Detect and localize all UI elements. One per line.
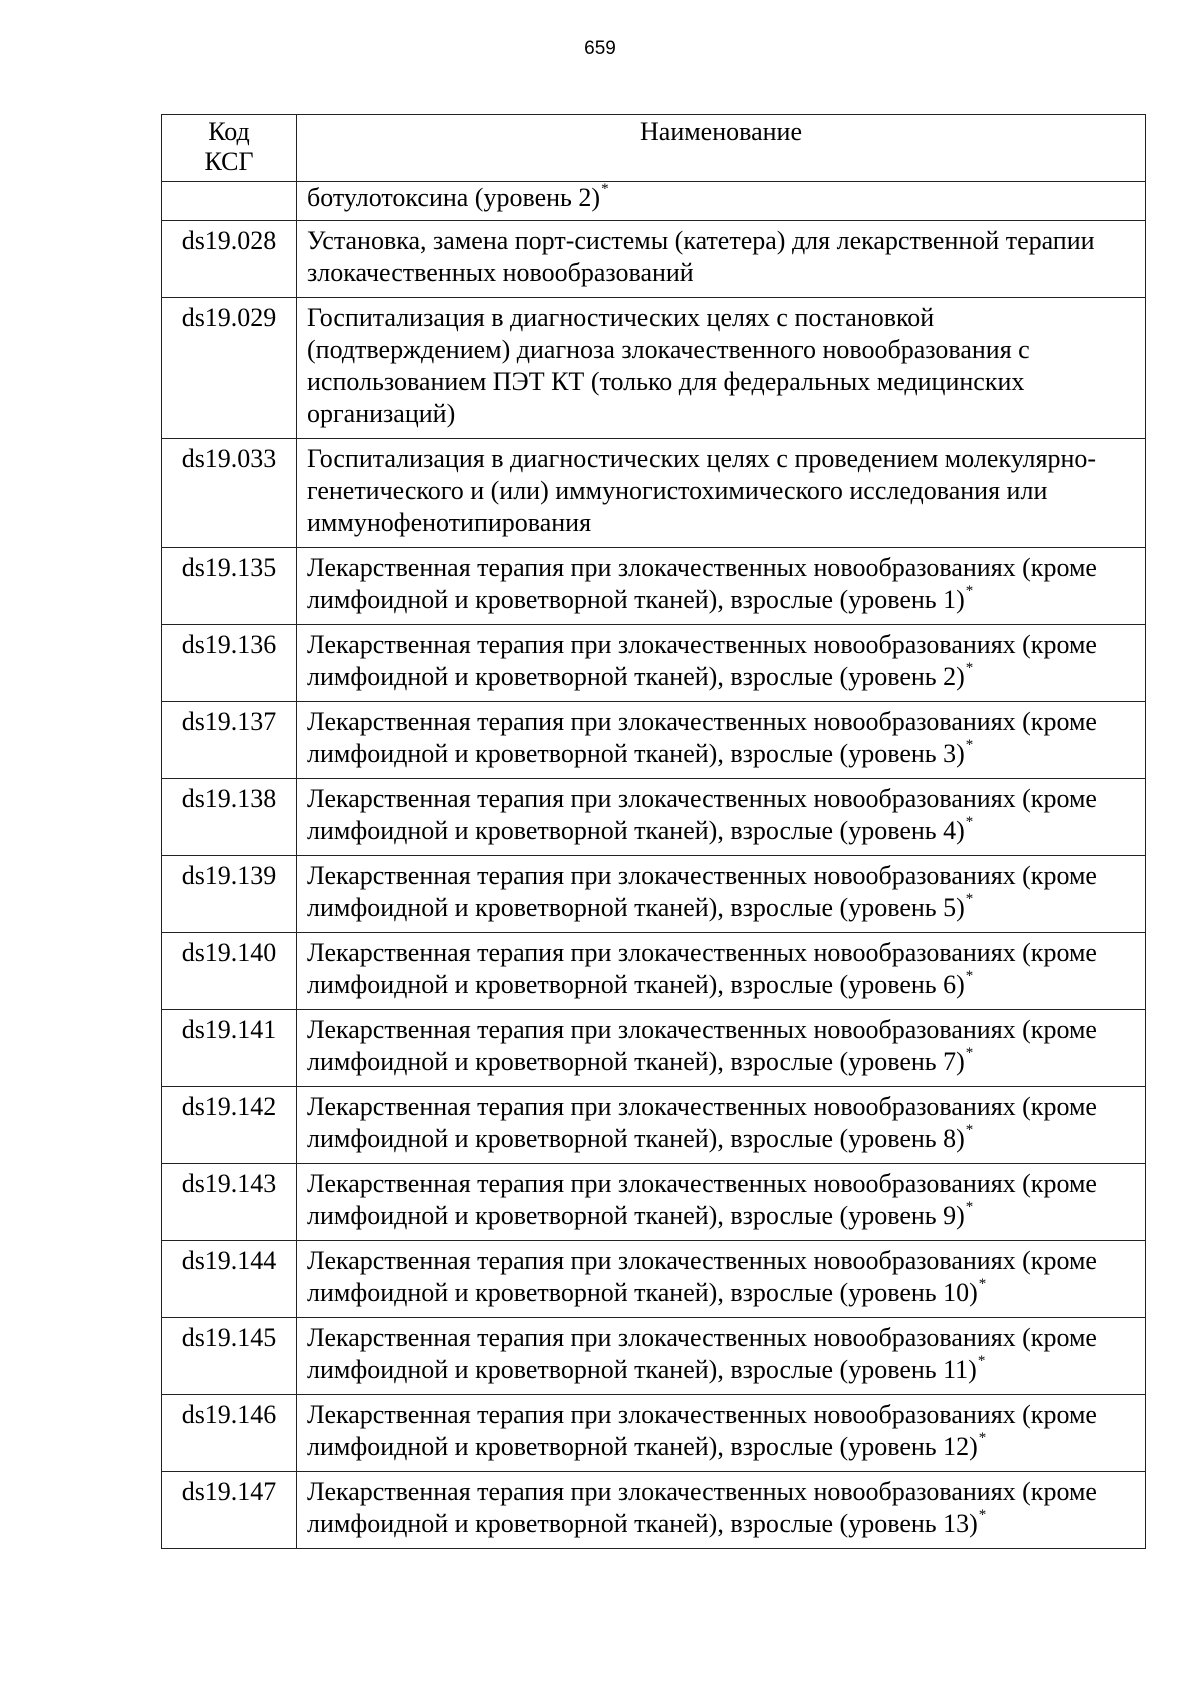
ksg-name <box>297 702 1146 779</box>
continuation-row <box>162 182 1146 221</box>
ksg-name-text: Лекарственная терапия при злокачественных новообразованиях (кроме лимфоидной и кроветворной тканей), взрослые (уровень 5) <box>307 861 1097 922</box>
ksg-name-text: Лекарственная терапия при злокачественных новообразованиях (кроме лимфоидной и кроветворной тканей), взрослые (уровень 13) <box>307 1477 1097 1538</box>
table-row <box>162 1472 1146 1549</box>
ksg-name-text: Лекарственная терапия при злокачественных новообразованиях (кроме лимфоидной и кроветворной тканей), взрослые (уровень 9) <box>307 1169 1097 1230</box>
table-row <box>162 779 1146 856</box>
ksg-name-text: Госпитализация в диагностических целях с постановкой (подтверждением) диагноза злокачественного новообразования с использованием ПЭТ КТ (только для федеральных медицинских организаций) <box>307 303 1030 428</box>
ksg-name-text: Госпитализация в диагностических целях с проведением молекулярно-генетического и (или) иммуногистохимического исследования или иммунофенотипирования <box>307 444 1097 537</box>
ksg-name-text: Лекарственная терапия при злокачественных новообразованиях (кроме лимфоидной и кроветворной тканей), взрослые (уровень 11) <box>307 1323 1097 1384</box>
footnote-mark: * <box>978 1430 987 1447</box>
footnote-mark: * <box>965 814 974 831</box>
ksg-code: ds19.139 <box>162 856 297 933</box>
footnote-mark: * <box>965 891 974 908</box>
footnote-mark: * <box>601 181 609 198</box>
table-row <box>162 1010 1146 1087</box>
continuation-name-text: ботулотоксина (уровень 2) <box>307 183 601 212</box>
ksg-name <box>297 1395 1146 1472</box>
ksg-name <box>297 1087 1146 1164</box>
ksg-name-text: Лекарственная терапия при злокачественных новообразованиях (кроме лимфоидной и кроветворной тканей), взрослые (уровень 3) <box>307 707 1097 768</box>
table-row <box>162 702 1146 779</box>
table-row <box>162 1087 1146 1164</box>
table-header <box>162 115 1146 182</box>
header-code-line2: КСГ <box>204 147 254 176</box>
table-row <box>162 1318 1146 1395</box>
ksg-name-text: Лекарственная терапия при злокачественных новообразованиях (кроме лимфоидной и кроветворной тканей), взрослые (уровень 7) <box>307 1015 1097 1076</box>
ksg-code: ds19.138 <box>162 779 297 856</box>
footnote-mark: * <box>978 1276 987 1293</box>
ksg-code: ds19.140 <box>162 933 297 1010</box>
continuation-name <box>297 182 1146 221</box>
footnote-mark: * <box>965 1045 974 1062</box>
ksg-code: ds19.135 <box>162 548 297 625</box>
ksg-code: ds19.136 <box>162 625 297 702</box>
ksg-code: ds19.033 <box>162 439 297 548</box>
footnote-mark: * <box>965 1122 974 1139</box>
ksg-code: ds19.147 <box>162 1472 297 1549</box>
header-code-line1: Код <box>208 117 250 146</box>
ksg-code: ds19.141 <box>162 1010 297 1087</box>
ksg-name-text: Установка, замена порт-системы (катетера) для лекарственной терапии злокачественных новообразований <box>307 226 1095 287</box>
ksg-code: ds19.146 <box>162 1395 297 1472</box>
table-row <box>162 625 1146 702</box>
table-body <box>162 182 1146 1549</box>
table-row <box>162 856 1146 933</box>
header-name: Наименование <box>297 115 1146 182</box>
table-row <box>162 1395 1146 1472</box>
ksg-code: ds19.142 <box>162 1087 297 1164</box>
header-row <box>162 115 1146 182</box>
table-row <box>162 548 1146 625</box>
table-row <box>162 221 1146 298</box>
ksg-table <box>161 114 1146 1549</box>
ksg-name <box>297 1472 1146 1549</box>
footnote-mark: * <box>965 660 974 677</box>
table-row <box>162 439 1146 548</box>
page-number: 659 <box>584 38 616 59</box>
ksg-name <box>297 221 1146 298</box>
ksg-name-text: Лекарственная терапия при злокачественных новообразованиях (кроме лимфоидной и кроветворной тканей), взрослые (уровень 8) <box>307 1092 1097 1153</box>
ksg-code: ds19.145 <box>162 1318 297 1395</box>
ksg-name-text: Лекарственная терапия при злокачественных новообразованиях (кроме лимфоидной и кроветворной тканей), взрослые (уровень 1) <box>307 553 1097 614</box>
ksg-name-text: Лекарственная терапия при злокачественных новообразованиях (кроме лимфоидной и кроветворной тканей), взрослые (уровень 6) <box>307 938 1097 999</box>
footnote-mark: * <box>965 737 974 754</box>
ksg-name <box>297 548 1146 625</box>
footnote-mark: * <box>977 1353 986 1370</box>
footnote-mark: * <box>965 968 974 985</box>
ksg-name-text: Лекарственная терапия при злокачественных новообразованиях (кроме лимфоидной и кроветворной тканей), взрослые (уровень 12) <box>307 1400 1097 1461</box>
ksg-code: ds19.143 <box>162 1164 297 1241</box>
ksg-name-text: Лекарственная терапия при злокачественных новообразованиях (кроме лимфоидной и кроветворной тканей), взрослые (уровень 2) <box>307 630 1097 691</box>
ksg-name <box>297 1318 1146 1395</box>
ksg-name <box>297 625 1146 702</box>
ksg-name <box>297 1010 1146 1087</box>
ksg-code: ds19.028 <box>162 221 297 298</box>
ksg-name <box>297 1164 1146 1241</box>
ksg-code: ds19.144 <box>162 1241 297 1318</box>
footnote-mark: * <box>965 1199 974 1216</box>
table-row <box>162 1241 1146 1318</box>
table-row <box>162 933 1146 1010</box>
ksg-code: ds19.137 <box>162 702 297 779</box>
footnote-mark: * <box>965 583 974 600</box>
ksg-code: ds19.029 <box>162 298 297 439</box>
continuation-code <box>162 182 297 221</box>
footnote-mark: * <box>978 1507 987 1524</box>
ksg-name-text: Лекарственная терапия при злокачественных новообразованиях (кроме лимфоидной и кроветворной тканей), взрослые (уровень 10) <box>307 1246 1097 1307</box>
ksg-name <box>297 933 1146 1010</box>
ksg-name <box>297 856 1146 933</box>
header-code <box>162 115 297 182</box>
table-row <box>162 1164 1146 1241</box>
ksg-name <box>297 298 1146 439</box>
ksg-name <box>297 779 1146 856</box>
ksg-name <box>297 439 1146 548</box>
table-row <box>162 298 1146 439</box>
ksg-name <box>297 1241 1146 1318</box>
ksg-name-text: Лекарственная терапия при злокачественных новообразованиях (кроме лимфоидной и кроветворной тканей), взрослые (уровень 4) <box>307 784 1097 845</box>
